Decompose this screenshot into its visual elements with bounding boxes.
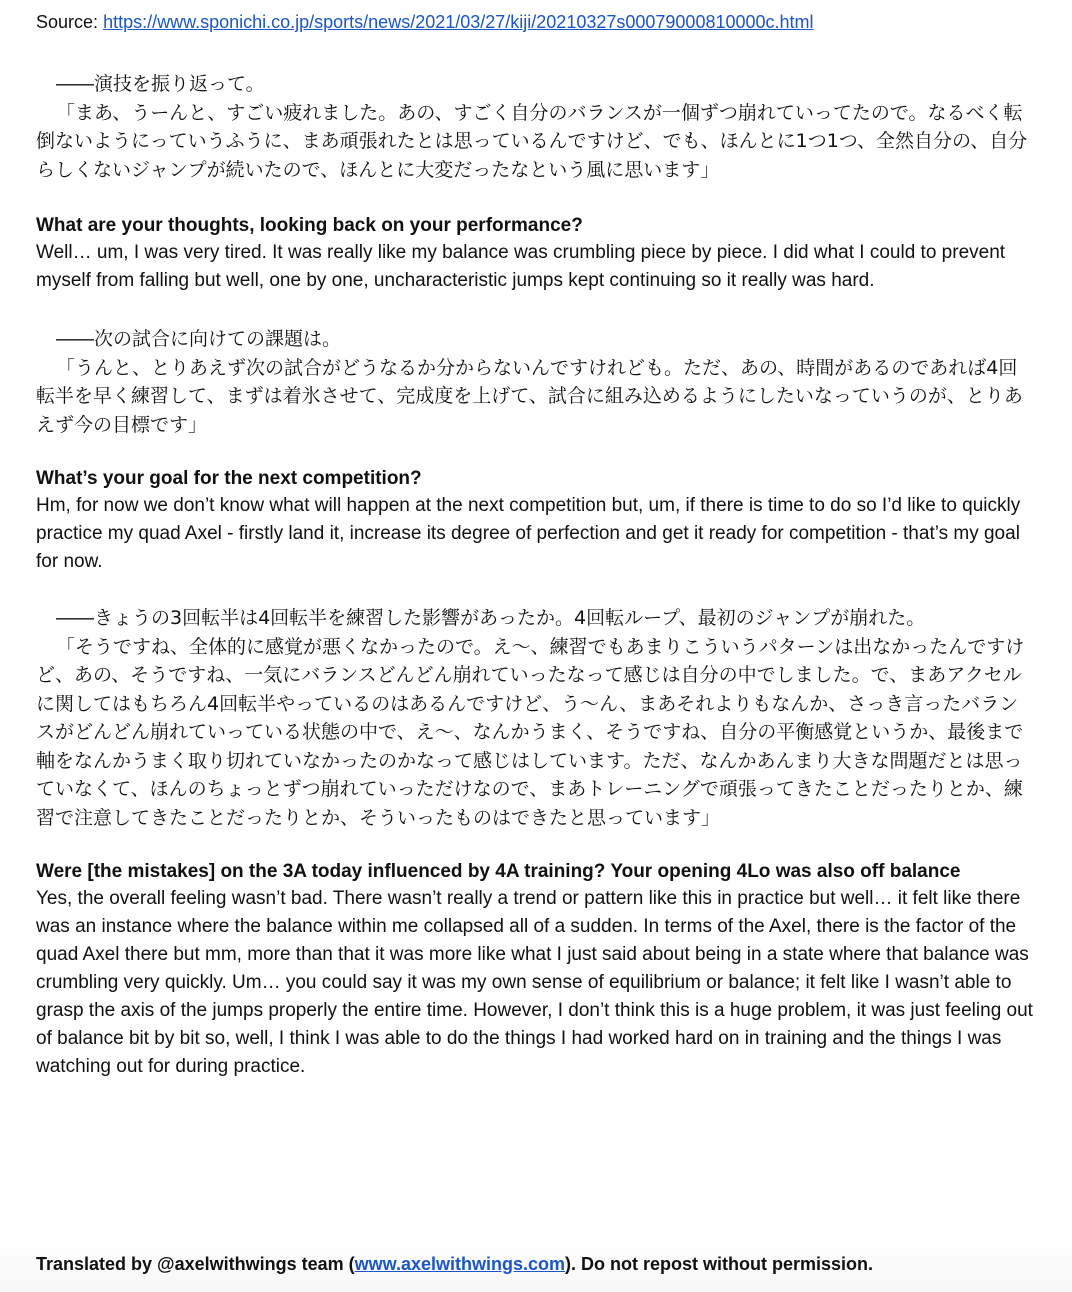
jp-answer-2: 「うんと、とりあえず次の試合がどうなるか分からないんですけれども。ただ、あの、時間があるのであれば4回転半を早く練習して、まずは着氷させて、完成度を上げて、試合に組み込めるようにしたいなっていうのが、とりあえず今の目標です」: [36, 356, 1023, 436]
jp-section-1: [36, 70, 1036, 184]
en-question-1: What are your thoughts, looking back on your performance?: [36, 215, 583, 236]
en-answer-2: Hm, for now we don’t know what will happen at the next competition but, um, if there is time to do so I’d like to quickly practice my quad Axel - firstly land it, increase its degree of perfection and get it ready for competition - that’s my goal for now.: [36, 495, 1021, 572]
en-question-2: What’s your goal for the next competition?: [36, 468, 422, 489]
jp-section-2: [36, 325, 1036, 439]
source-link[interactable]: https://www.sponichi.co.jp/sports/news/2021/03/27/kiji/20210327s00079000810000c.html: [103, 12, 814, 32]
en-answer-1: Well… um, I was very tired. It was really like my balance was crumbling piece by piece. I did what I could to prevent myself from falling but well, one by one, uncharacteristic jumps kept continuing so it really was hard.: [36, 242, 1006, 291]
source-label: Source:: [36, 12, 99, 32]
footer-prefix: Translated by @axelwithwings team (: [36, 1254, 355, 1274]
jp-answer-1: 「まあ、うーんと、すごい疲れました。あの、すごく自分のバランスが一個ずつ崩れていってたので。なるべく転倒ないようにっていうふうに、まあ頑張れたとは思っているんですけど、でも、ほんとに1つ1つ、全然自分の、自分らしくないジャンプが続いたので、ほんとに大変だったなという風に思います」: [36, 101, 1028, 181]
jp-section-3: [36, 604, 1036, 832]
en-answer-3: Yes, the overall feeling wasn’t bad. There wasn’t really a trend or pattern like this in practice but well… it felt like there was an instance where the balance within me collapsed all of a sudden. In terms of the Axel, there is the factor of the quad Axel there but mm, more than that it was more like what I just said about being in a state where that balance was crumbling very quickly. Um… you could say it was my own sense of equilibrium or balance; it felt like I wasn’t able to grasp the axis of the jumps properly the entire time. However, I don’t think this is a huge problem, it was just feeling out of balance bit by bit so, well, I think I was able to do the things I had worked hard on in training and the things I was watching out for during practice.: [36, 888, 1033, 1077]
jp-question-3: ――きょうの3回転半は4回転半を練習した影響があったか。4回転ループ、最初のジャンプが崩れた。: [56, 607, 926, 629]
footer-credit: [36, 1252, 873, 1276]
jp-question-2: ――次の試合に向けての課題は。: [56, 328, 342, 350]
jp-answer-3: 「そうですね、全体的に感覚が悪くなかったので。え〜、練習でもあまりこういうパターンは出なかったんですけど、あの、そうですね、一気にバランスどんどん崩れていったなって感じは自分の中でしました。で、まあアクセルに関してはもちろん4回転半やっているのはあるんですけど、う〜ん、まあそれよりもなんか、さっき言ったバランスがどんどん崩れていっている状態の中で、え〜、なんかうまく、そうですね、自分の平衡感覚というか、最後まで軸をなんかうまく取り切れていなかったのかなって感じはしています。ただ、なんかあんまり大きな問題だとは思っていなくて、ほんのちょっとずつ崩れていっただけなので、まあトレーニングで頑張ってきたことだったりとか、練習で注意してきたことだったりとか、そういったものはできたと思っています」: [36, 635, 1025, 829]
footer-suffix: ). Do not repost without permission.: [565, 1254, 874, 1274]
source-line: [36, 8, 1036, 36]
footer-link[interactable]: www.axelwithwings.com: [354, 1254, 566, 1274]
jp-question-1: ――演技を振り返って。: [56, 73, 265, 95]
en-question-3: Were [the mistakes] on the 3A today influenced by 4A training? Your opening 4Lo was also off balance: [36, 861, 961, 882]
